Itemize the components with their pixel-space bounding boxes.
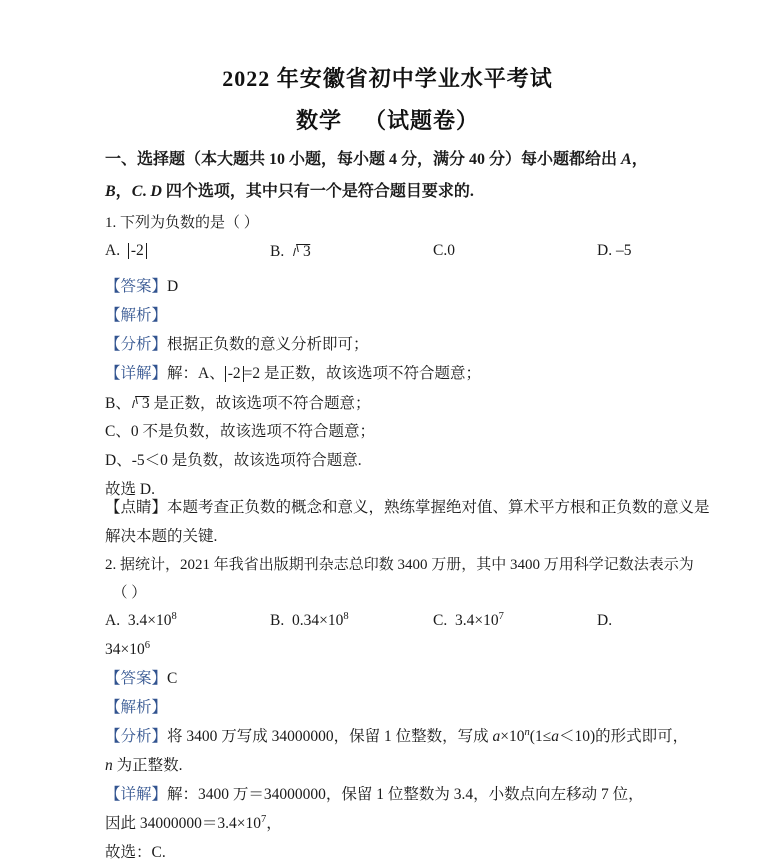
detail-b-sqrt: 3 [141, 395, 150, 412]
question-2-stem-line2 [105, 586, 670, 601]
question-1-tip-line2 [105, 529, 670, 545]
detail-line2-pre: 因此 34000000＝3.4×10 [105, 815, 261, 832]
question-2-option-c[interactable] [433, 610, 504, 629]
option-b-label: B. [270, 612, 285, 629]
section-heading-comma: ， [631, 151, 648, 168]
subject-label: 数学 [295, 108, 342, 133]
question-1-conclusion [105, 482, 670, 498]
question-1-tip-line1 [105, 499, 710, 516]
question-1-option-a[interactable] [105, 243, 147, 259]
explain-tag: 【解析】 [105, 307, 168, 324]
tip-text-line1: 本题考查正负数的概念和意义，熟练掌握绝对值、算术平方根和正负数的意义是 [167, 499, 710, 516]
section-heading-text: 一、选择题（本大题共 10 小题，每小题 4 分，满分 40 分）每小题都给出 [105, 151, 622, 168]
question-2-option-d-value[interactable] [105, 639, 670, 658]
detail-b-prefix: B、 [105, 395, 131, 412]
question-2-option-a[interactable] [105, 610, 177, 629]
analysis-line2-text: 为正整数. [112, 757, 183, 774]
option-c-mantissa: 3.4×10 [454, 612, 499, 629]
section-heading-line1 [105, 152, 670, 168]
section-heading-line2 [105, 184, 670, 200]
detail-d-text: D、-5＜0 是负数，故该选项符合题意. [105, 452, 362, 469]
conclusion-text: 故选：C. [105, 844, 166, 861]
answer-tag: 【答案】 [105, 278, 168, 295]
detail-c-text: C、0 不是负数，故该选项不符合题意； [105, 423, 375, 440]
analysis-times-ten: ×10 [500, 728, 525, 745]
option-d-label: D. [597, 612, 613, 629]
question-1-number: 1. [105, 215, 117, 231]
document-title-main: 2022 年安徽省初中学业水平考试 [222, 66, 553, 91]
question-2-number: 2. [105, 557, 117, 573]
question-1-answer [105, 279, 670, 295]
option-b-exponent: 8 [343, 610, 349, 622]
option-a-label: A. [105, 612, 121, 629]
question-1-analysis [105, 337, 670, 353]
option-d-mantissa: 34×10 [105, 641, 145, 658]
question-2-explain-tag [105, 700, 670, 716]
question-1-detail [105, 366, 670, 382]
question-1-option-c[interactable] [433, 243, 455, 259]
detail-line2-exponent: 7 [261, 813, 267, 825]
question-1-detail-line-c [105, 424, 670, 440]
analysis-exponent-n: n [524, 726, 530, 738]
analysis-tag: 【分析】 [105, 336, 168, 353]
question-2-detail-line1 [105, 787, 670, 803]
paper-type-label: （试题卷） [364, 108, 480, 133]
option-c-exponent: 7 [498, 610, 504, 622]
question-1-explain-tag [105, 308, 670, 324]
question-2-option-b[interactable] [270, 610, 349, 629]
option-d-label: D. [597, 242, 613, 259]
sep-2: . [142, 183, 147, 200]
analysis-paren-pre: (1≤ [529, 728, 552, 745]
answer-value: D [167, 278, 179, 295]
analysis-paren-post: ＜10) [558, 728, 596, 745]
analysis-var-a: a [492, 728, 501, 745]
detail-b-text: 是正数，故该选项不符合题意； [149, 395, 371, 412]
sep-1: ， [115, 183, 132, 200]
question-2-analysis-line2 [105, 758, 670, 774]
option-a-exponent: 8 [171, 610, 177, 622]
tip-text-line2: 解决本题的关键. [105, 528, 218, 545]
question-2-detail-line2 [105, 813, 670, 832]
answer-tag: 【答案】 [105, 670, 168, 687]
detail-tag: 【详解】 [105, 365, 168, 382]
analysis-tag: 【分析】 [105, 728, 168, 745]
option-letter-c: C [131, 183, 143, 200]
option-c-label: C. [433, 242, 448, 259]
tip-tag: 【点睛】 [105, 499, 168, 516]
option-b-mantissa: 0.34×10 [291, 612, 344, 629]
document-title-sub [105, 110, 670, 132]
detail-line2-post: ， [266, 815, 282, 832]
sqrt-icon [292, 243, 311, 260]
question-2-stem-line1 [105, 557, 694, 573]
option-letter-b: B [105, 183, 116, 200]
analysis-var-a2: a [551, 728, 559, 745]
question-1-stem-text: 下列为负数的是（ ） [120, 215, 259, 231]
question-1-option-b[interactable] [270, 243, 311, 260]
analysis-text: 根据正负数的意义分析即可； [167, 336, 369, 353]
detail-tag: 【详解】 [105, 786, 168, 803]
conclusion-text: 故选 D. [105, 481, 155, 498]
option-b-value: 3 [302, 243, 311, 260]
question-2-answer [105, 671, 670, 687]
question-1-detail-line-b [105, 395, 670, 412]
question-1-option-d[interactable] [597, 243, 631, 259]
analysis-var-n: n [105, 757, 113, 774]
option-d-exponent: 6 [144, 639, 151, 651]
option-letter-d: D [150, 183, 162, 200]
option-a-label: A. [105, 242, 121, 259]
option-c-value: 0 [447, 242, 455, 259]
section-heading-tail: 四个选项，其中只有一个是符合题目要求的. [161, 183, 474, 200]
analysis-pre: 将 3400 万写成 34000000，保留 1 位整数，写成 [167, 728, 493, 745]
option-d-value: –5 [615, 242, 632, 259]
question-1-detail-line-d [105, 453, 670, 469]
question-2-option-d-label[interactable] [597, 613, 612, 629]
detail-abs-value: -2 [225, 366, 244, 382]
detail-text-line1: 解：3400 万＝34000000，保留 1 位整数为 3.4，小数点向左移动 7 位， [167, 786, 644, 803]
option-a-value: -2 [128, 243, 147, 259]
question-2-analysis-line1 [105, 726, 689, 745]
answer-value: C [167, 670, 178, 687]
question-2-stem-text: 据统计，2021 年我省出版期刊杂志总印数 3400 万册，其中 3400 万用科学记数法表示为 [120, 557, 694, 573]
option-letter-a: A [621, 151, 632, 168]
sqrt-icon [131, 395, 150, 412]
explain-tag: 【解析】 [105, 699, 168, 716]
detail-lead: 解：A、 [167, 365, 225, 382]
detail-tail: =2 是正数，故该选项不符合题意； [243, 365, 482, 382]
option-c-label: C. [433, 612, 448, 629]
analysis-post: 的形式即可， [595, 728, 689, 745]
question-2-conclusion [105, 845, 670, 861]
question-1-stem [105, 216, 670, 231]
option-b-label: B. [270, 243, 285, 260]
option-a-mantissa: 3.4×10 [127, 612, 172, 629]
question-2-stem-paren: （ ） [112, 585, 147, 601]
